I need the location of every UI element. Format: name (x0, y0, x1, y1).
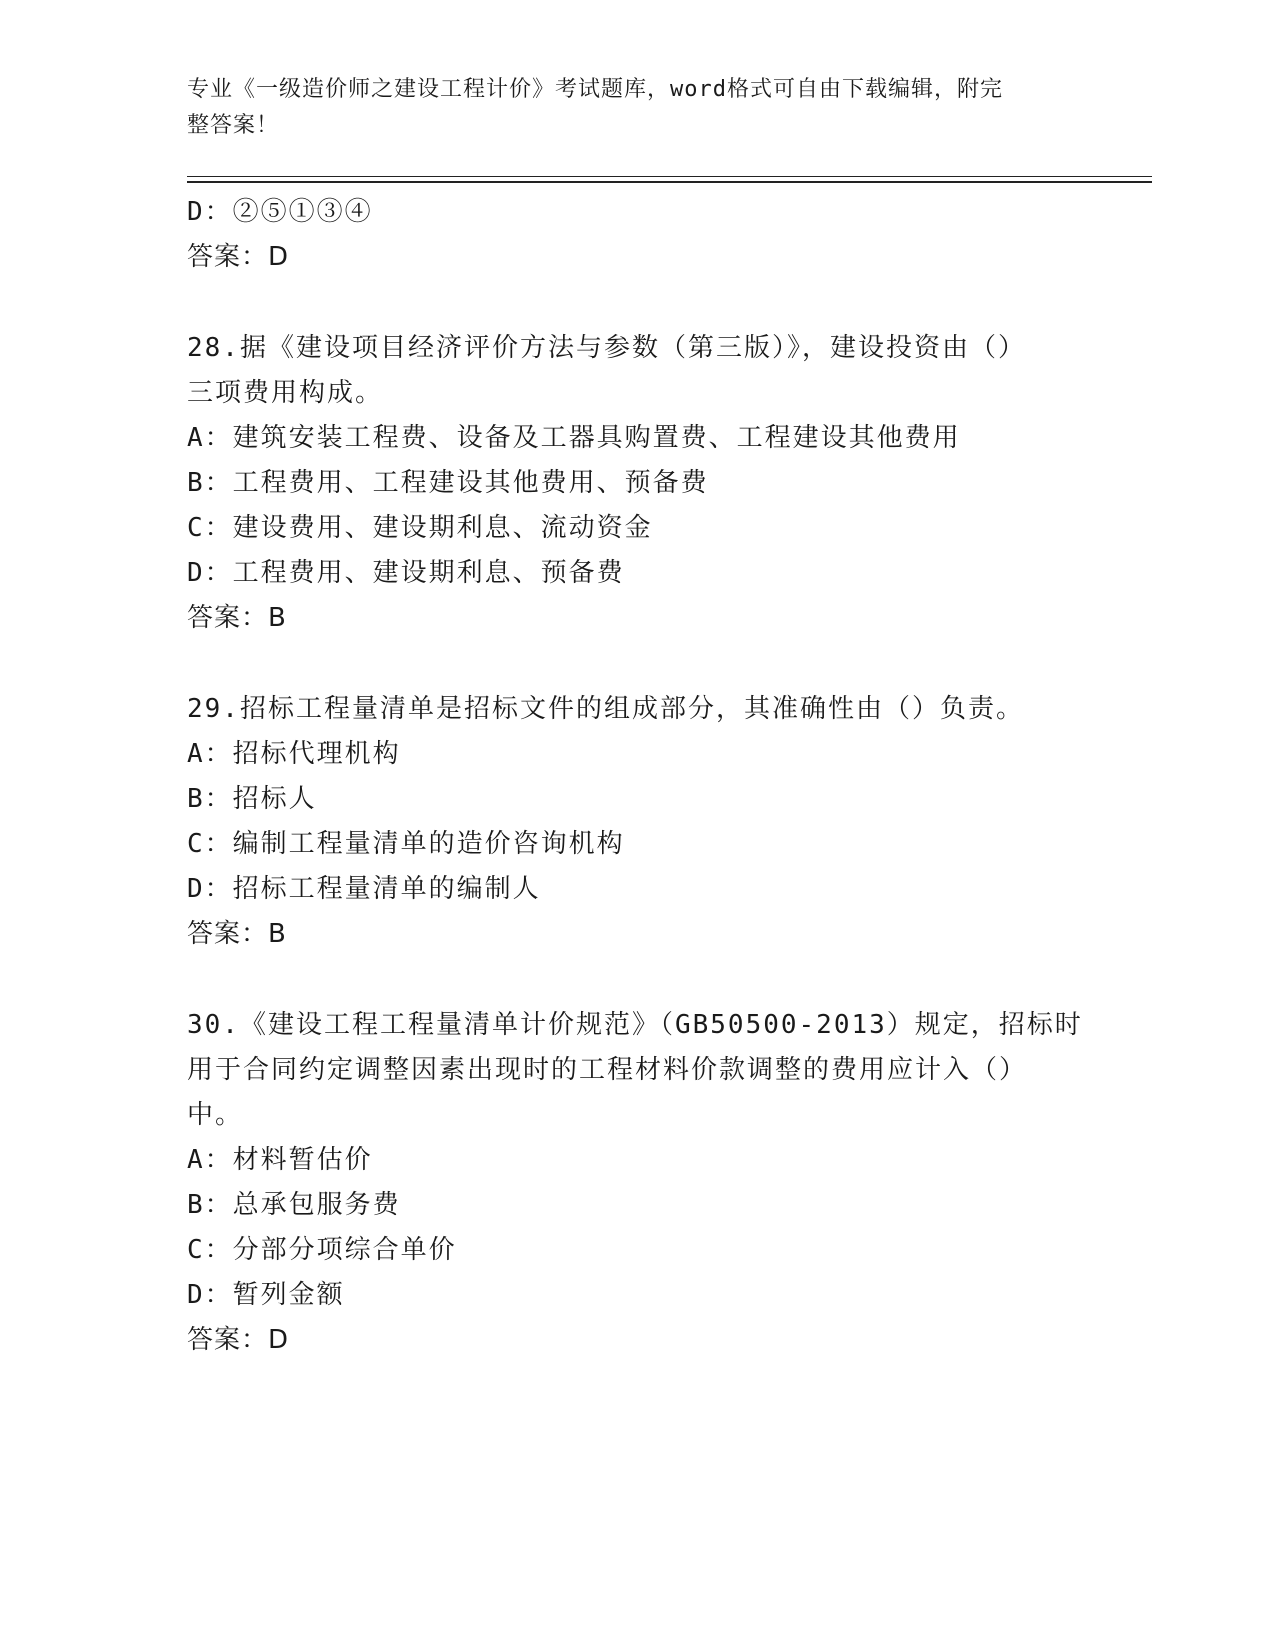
header-rule-thick (187, 181, 1152, 183)
answer: 答案：B (187, 603, 287, 633)
question-stem-line: 用于合同约定调整因素出现时的工程材料价款调整的费用应计入（） (187, 1055, 1028, 1085)
option-c: C：建设费用、建设期利息、流动资金 (187, 513, 653, 543)
spacer (187, 280, 1087, 326)
question-content (187, 190, 1087, 1363)
question-stem-line: 28.据《建设项目经济评价方法与参数（第三版）》，建设投资由（） (187, 333, 1026, 363)
option-a: A：招标代理机构 (187, 739, 401, 769)
question-stem-line: 29.招标工程量清单是招标文件的组成部分，其准确性由（）负责。 (187, 694, 1024, 724)
question-stem-line: 三项费用构成。 (187, 378, 384, 408)
carryover-option-d: D：②⑤①③④ (187, 197, 373, 227)
question-28 (187, 326, 1087, 641)
option-c: C：分部分项综合单价 (187, 1235, 457, 1265)
header-rule-thin (187, 176, 1152, 177)
answer: 答案：B (187, 919, 287, 949)
spacer (187, 957, 1087, 1003)
option-a: A：建筑安装工程费、设备及工器具购置费、工程建设其他费用 (187, 423, 961, 453)
option-c: C：编制工程量清单的造价咨询机构 (187, 829, 625, 859)
question-stem-line: 30.《建设工程工程量清单计价规范》（GB50500-2013）规定，招标时 (187, 1010, 1083, 1040)
option-b: B：总承包服务费 (187, 1190, 401, 1220)
option-b: B：招标人 (187, 784, 317, 814)
question-stem-line: 中。 (187, 1100, 244, 1130)
option-d: D：招标工程量清单的编制人 (187, 874, 541, 904)
option-b: B：工程费用、工程建设其他费用、预备费 (187, 468, 709, 498)
header-line-2: 整答案！ (187, 113, 280, 138)
carryover-answer: 答案：D (187, 242, 290, 272)
question-30 (187, 1003, 1087, 1363)
header-line-1: 专业《一级造价师之建设工程计价》考试题库，word格式可自由下载编辑，附完 (187, 77, 1003, 102)
option-a: A：材料暂估价 (187, 1145, 373, 1175)
option-d: D：暂列金额 (187, 1280, 345, 1310)
answer: 答案：D (187, 1325, 290, 1355)
page-header (187, 72, 1077, 144)
spacer (187, 641, 1087, 687)
option-d: D：工程费用、建设期利息、预备费 (187, 558, 625, 588)
question-29 (187, 687, 1087, 957)
